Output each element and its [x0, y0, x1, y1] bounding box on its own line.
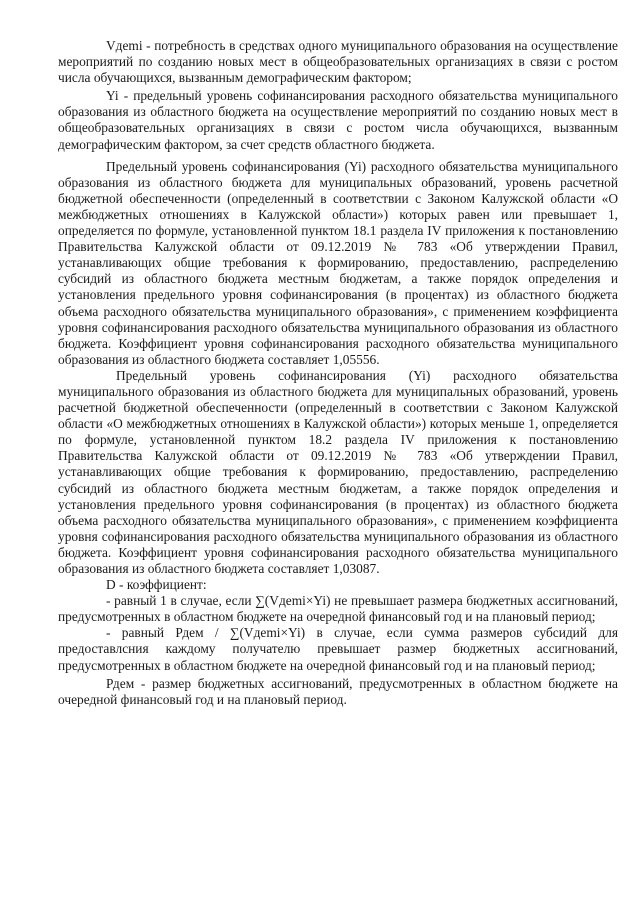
paragraph-yi-definition: Yi - предельный уровень софинансирования расходного обязательства муниципального образования из областного бюджета на осуществление мероприятий по созданию новых мест в общеобразовательных организациях в связи с ростом числа обучающихся, вызванным демографическим фактором, за счет средств областного бюджета. [58, 88, 618, 152]
document-page [58, 38, 618, 708]
paragraph-vdemi-definition: Vдеmi - потребность в средствах одного муниципального образования на осуществление мероприятий по созданию новых мест в общеобразовательных организациях в связи с ростом числа обучающихся, вызванным демографическим фактором; [58, 38, 618, 86]
paragraph-yi-level-low: Предельный уровень софинансирования (Yi) расходного обязательства муниципального образования из областного бюджета для муниципальных образований, уровень расчетной бюджетной обеспеченности (определенный в соответствии с Законом Калужской области «О межбюджетных отношениях в Калужской области») которых меньше 1, определяется по формуле, установленной пунктом 18.2 раздела IV приложения к постановлению Правительства Калужской области от 09.12.2019 № 783 «Об утверждении Правил, устанавливающих общие требования к формированию, предоставлению, распределению субсидий из областного бюджета местным бюджетам, а также порядок определения и установления предельного уровня софинансирования (в процентах) из областного бюджета объема расходного обязательства муниципального образования», с применением коэффициента уровня софинансирования расходного обязательства муниципального образования из областного бюджета. Коэффициент уровня софинансирования расходного обязательства муниципального образования из областного бюджета составляет 1,03087. [58, 367, 618, 576]
paragraph-d-case-one: - равный 1 в случае, если ∑(Vдеmi×Yi) не превышает размера бюджетных ассигнований, предусмотренных в областном бюджете на очередной финансовый год и на плановый период; [58, 593, 618, 625]
paragraph-pdem-definition: Рдем - размер бюджетных ассигнований, предусмотренных в областном бюджете на очередной финансовый год и на плановый период. [58, 675, 618, 707]
paragraph-d-case-two: - равный Рдем / ∑(Vдеmi×Yi) в случае, если сумма размеров субсидий для предоставлсния каждому получателю превышает размер бюджетных ассигнований, предусмотренных в областном бюджете на очередной финансовый год и на плановый период; [58, 625, 618, 673]
paragraph-d-coefficient: D - коэффициент: [106, 577, 207, 593]
paragraph-yi-level-high: Предельный уровень софинансирования (Yi) расходного обязательства муниципального образования из областного бюджета для муниципальных образований, уровень расчетной бюджетной обеспеченности (определенный в соответствии с Законом Калужской области «О межбюджетных отношениях в Калужской области») которых равен или превышает 1, определяется по формуле, установленной пунктом 18.1 раздела IV приложения к постановлению Правительства Калужской области от 09.12.2019 № 783 «Об утверждении Правил, устанавливающих общие требования к формированию, предоставлению, распределению субсидий из областного бюджета местным бюджетам, а также порядок определения и установления предельного уровня софинансирования (в процентах) из областного бюджета объема расходного обязательства муниципального образования», с применением коэффициента уровня софинансирования расходного обязательства муниципального образования из областного бюджета. Коэффициент уровня софинансирования расходного обязательства муниципального образования из областного бюджета составляет 1,05556. [58, 158, 618, 367]
